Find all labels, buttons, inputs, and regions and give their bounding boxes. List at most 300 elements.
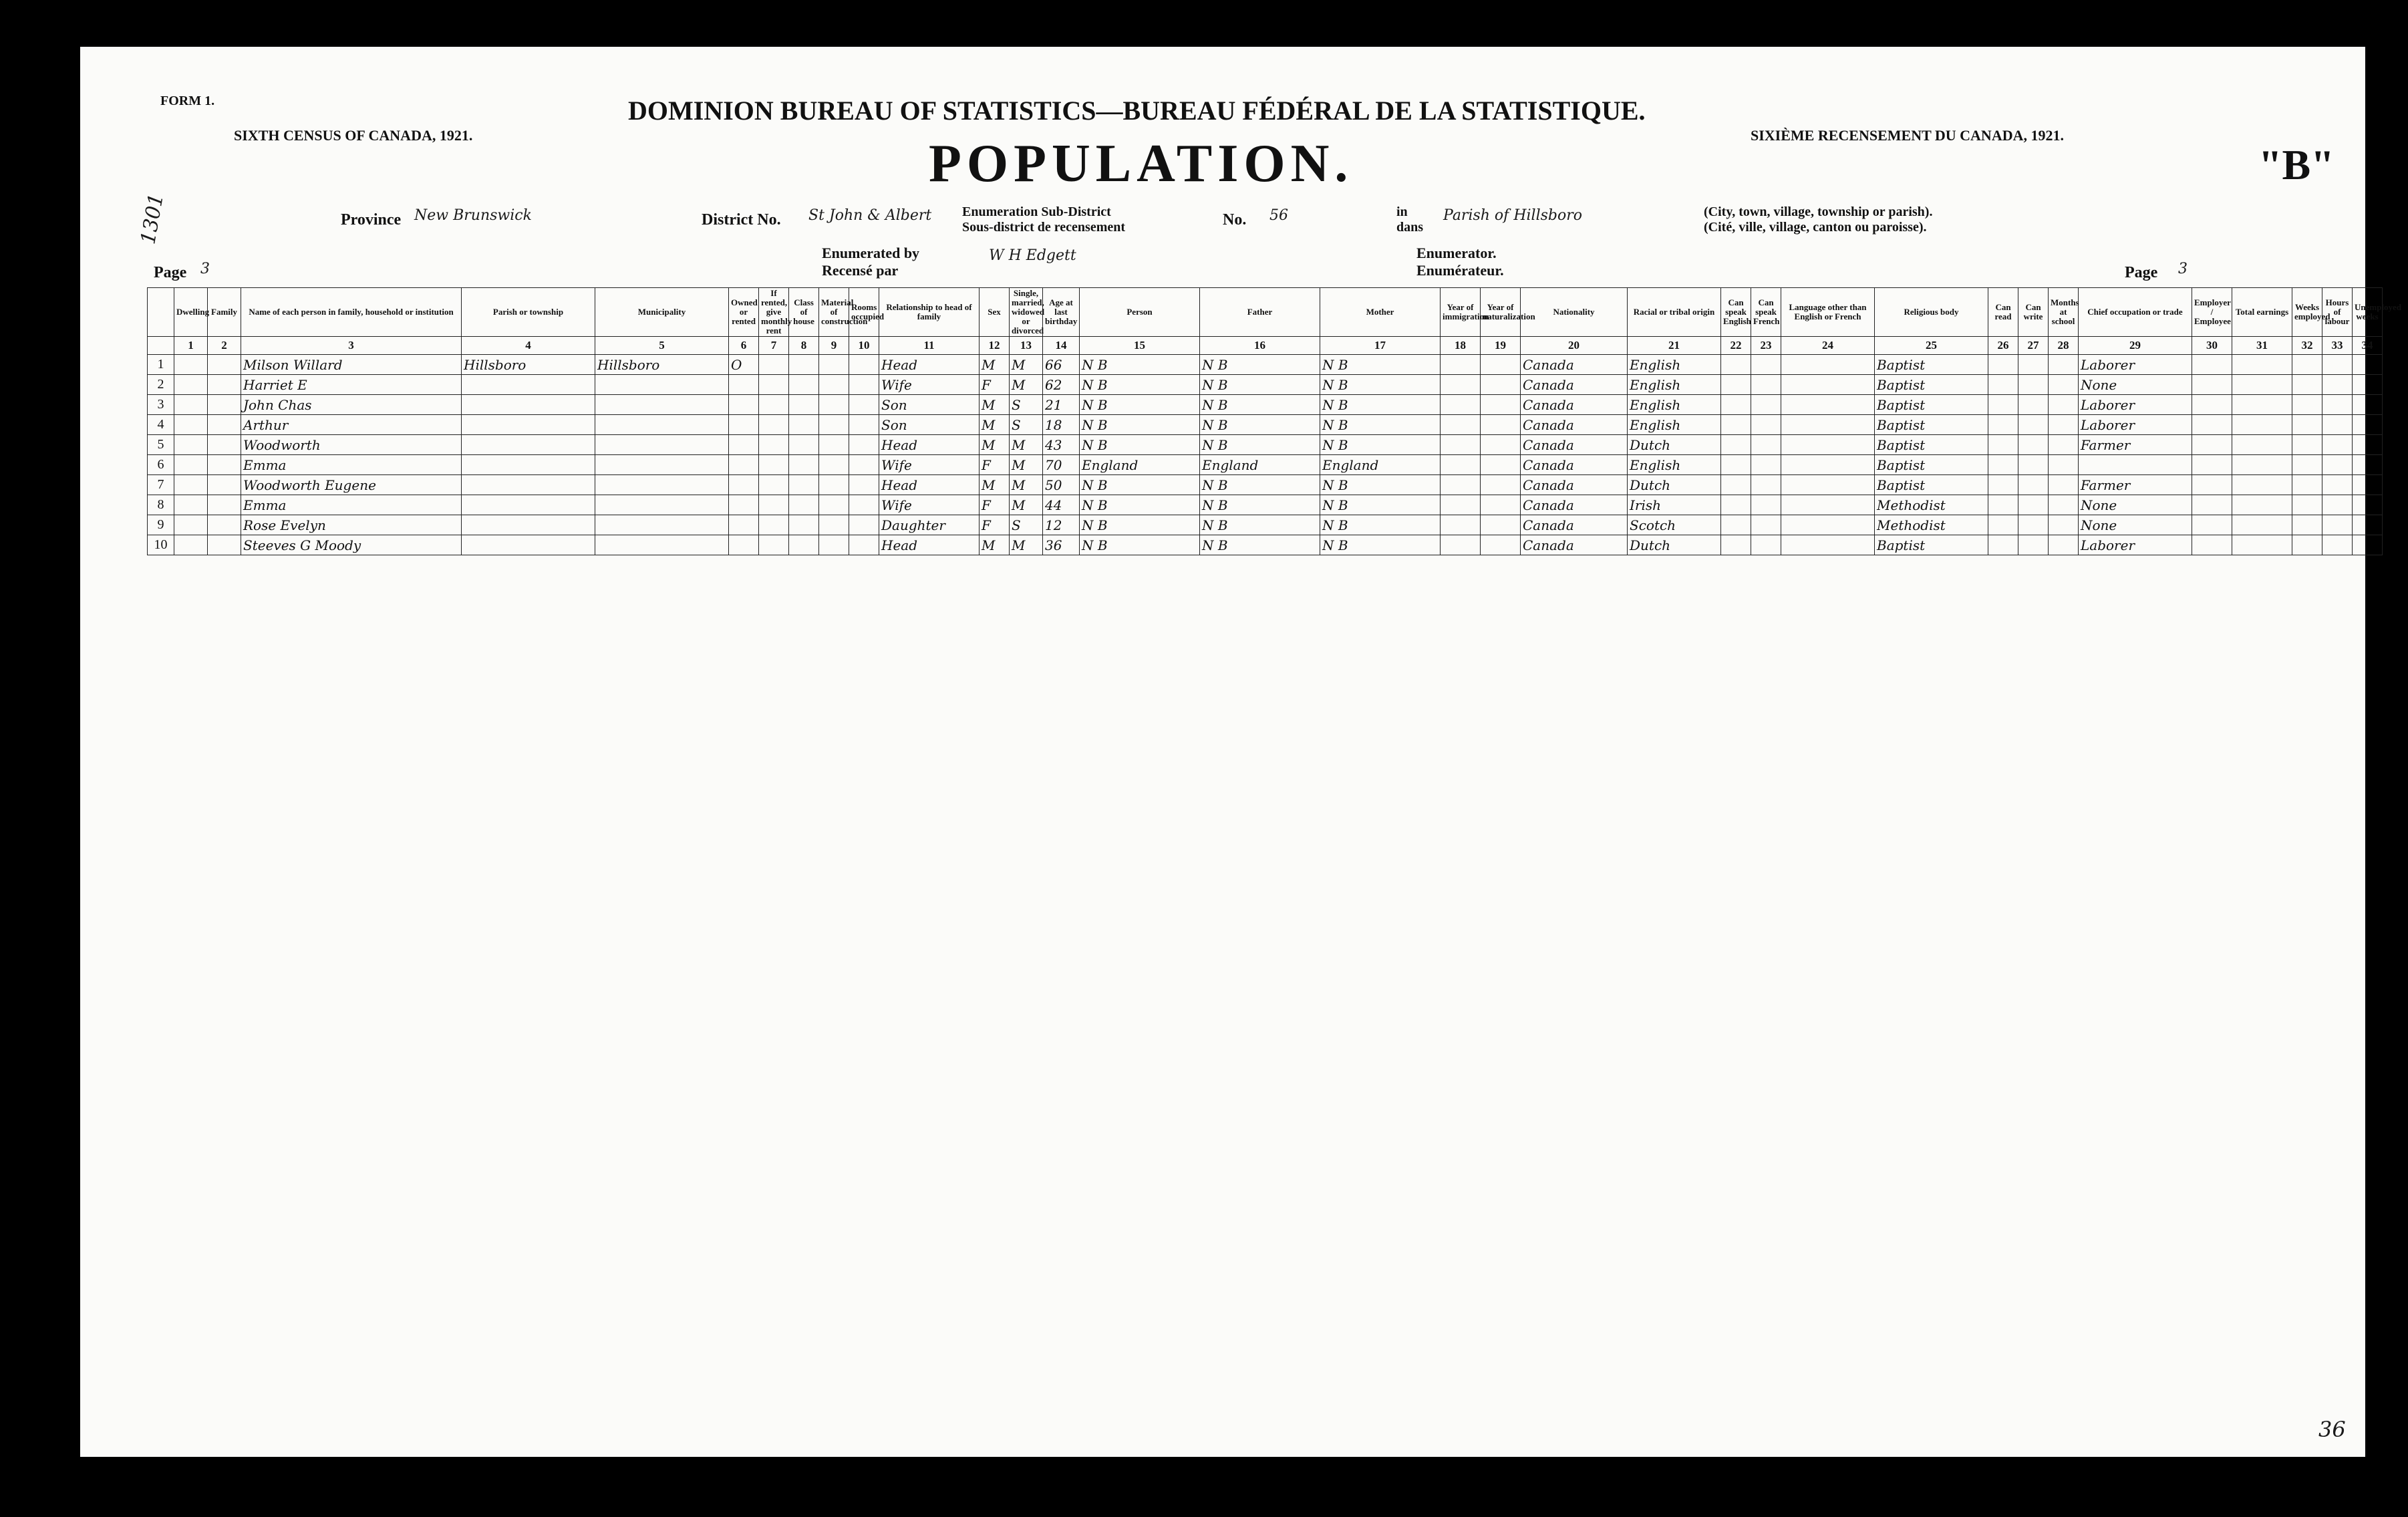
table-cell: M — [1010, 435, 1043, 455]
col-header-32: Weeks employed — [2292, 288, 2322, 337]
table-cell — [2232, 515, 2292, 535]
table-cell: F — [980, 495, 1010, 515]
table-cell — [819, 435, 849, 455]
in-value: Parish of Hillsboro — [1443, 207, 1582, 224]
table-cell — [595, 435, 729, 455]
table-cell — [1721, 375, 1751, 395]
col-header-1: Dwelling — [174, 288, 208, 337]
table-cell — [759, 355, 789, 375]
table-cell: Irish — [1628, 495, 1721, 515]
page-left-label: Page — [154, 264, 187, 281]
table-cell — [1481, 415, 1521, 435]
table-cell — [729, 375, 759, 395]
table-cell: 36 — [1043, 535, 1080, 555]
col-header-34: Unemployed weeks — [2353, 288, 2383, 337]
col-num: 16 — [1200, 337, 1320, 355]
table-cell: M — [980, 435, 1010, 455]
table-cell — [2192, 435, 2232, 455]
col-header-30: Employer / Employee — [2192, 288, 2232, 337]
page-number-label: Page — [2125, 264, 2158, 281]
line-number: 10 — [148, 535, 174, 555]
table-row — [148, 355, 2383, 375]
table-cell: 44 — [1043, 495, 1080, 515]
table-cell: Baptist — [1875, 475, 1988, 495]
col-header-19: Year of naturalization — [1481, 288, 1521, 337]
table-cell — [1751, 455, 1781, 475]
table-row — [148, 375, 2383, 395]
table-cell — [1781, 375, 1875, 395]
table-cell: N B — [1080, 375, 1200, 395]
table-cell: 12 — [1043, 515, 1080, 535]
col-header-12: Sex — [980, 288, 1010, 337]
table-cell — [595, 515, 729, 535]
col-num: 14 — [1043, 337, 1080, 355]
table-cell: M — [1010, 375, 1043, 395]
table-cell — [208, 395, 241, 415]
table-cell — [2353, 455, 2383, 475]
page-left-number: 3 — [200, 261, 210, 277]
col-header-6: Owned or rented — [729, 288, 759, 337]
margin-note: 1301 — [136, 191, 169, 247]
table-cell — [595, 475, 729, 495]
line-number: 8 — [148, 495, 174, 515]
table-cell — [819, 455, 849, 475]
table-cell — [2232, 415, 2292, 435]
table-cell — [2018, 355, 2049, 375]
table-cell — [789, 455, 819, 475]
table-cell — [208, 355, 241, 375]
table-cell: Canada — [1521, 355, 1628, 375]
table-cell — [789, 535, 819, 555]
line-number: 2 — [148, 375, 174, 395]
table-cell — [849, 455, 879, 475]
table-cell — [174, 495, 208, 515]
table-row — [148, 515, 2383, 535]
table-cell — [819, 395, 849, 415]
table-cell: Head — [879, 355, 980, 375]
table-cell: England — [1080, 455, 1200, 475]
table-cell: Head — [879, 535, 980, 555]
table-cell — [1751, 435, 1781, 455]
col-num: 17 — [1320, 337, 1441, 355]
table-cell — [2049, 395, 2079, 415]
table-cell — [595, 395, 729, 415]
col-num: 10 — [849, 337, 879, 355]
table-cell — [1988, 415, 2018, 435]
table-cell — [174, 515, 208, 535]
table-cell: N B — [1200, 535, 1320, 555]
table-cell: N B — [1200, 495, 1320, 515]
line-number: 5 — [148, 435, 174, 455]
table-cell — [2322, 415, 2353, 435]
schedule-letter: "B" — [2258, 141, 2335, 188]
table-cell: N B — [1080, 475, 1200, 495]
table-cell: Farmer — [2079, 435, 2192, 455]
table-cell — [208, 475, 241, 495]
table-row — [148, 455, 2383, 475]
col-num: 32 — [2292, 337, 2322, 355]
table-cell — [2018, 415, 2049, 435]
no-label: No. — [1223, 211, 1247, 229]
table-cell — [789, 495, 819, 515]
table-cell — [1988, 375, 2018, 395]
census-sheet — [80, 47, 2402, 1457]
table-cell — [2292, 535, 2322, 555]
col-num: 24 — [1781, 337, 1875, 355]
table-cell: N B — [1320, 495, 1441, 515]
column-headers — [148, 288, 2383, 337]
table-cell: Scotch — [1628, 515, 1721, 535]
table-cell — [2192, 475, 2232, 495]
table-cell — [1441, 395, 1481, 415]
table-cell — [2353, 495, 2383, 515]
table-cell — [462, 395, 595, 415]
table-cell — [2049, 535, 2079, 555]
table-cell — [1781, 475, 1875, 495]
table-cell — [2049, 435, 2079, 455]
table-cell — [1481, 535, 1521, 555]
table-cell — [2322, 495, 2353, 515]
col-header-15: Person — [1080, 288, 1200, 337]
table-cell — [1441, 355, 1481, 375]
col-num: 9 — [819, 337, 849, 355]
table-row — [148, 475, 2383, 495]
col-header-27: Can write — [2018, 288, 2049, 337]
col-header-29: Chief occupation or trade — [2079, 288, 2192, 337]
table-cell: N B — [1200, 395, 1320, 415]
col-header-2: Family — [208, 288, 241, 337]
col-header-11: Relationship to head of family — [879, 288, 980, 337]
table-cell — [1441, 475, 1481, 495]
col-num: 21 — [1628, 337, 1721, 355]
table-cell — [208, 455, 241, 475]
table-cell: Canada — [1521, 455, 1628, 475]
table-cell — [759, 415, 789, 435]
table-cell — [2018, 515, 2049, 535]
table-cell — [789, 435, 819, 455]
table-cell — [729, 475, 759, 495]
table-cell — [462, 515, 595, 535]
table-cell — [2292, 395, 2322, 415]
table-cell: Laborer — [2079, 535, 2192, 555]
table-cell — [759, 475, 789, 495]
table-cell — [2292, 515, 2322, 535]
table-cell: Baptist — [1875, 355, 1988, 375]
table-cell — [729, 535, 759, 555]
table-cell — [1721, 515, 1751, 535]
table-cell: Canada — [1521, 515, 1628, 535]
corner-note: 36 — [2318, 1417, 2346, 1442]
table-cell: M — [1010, 355, 1043, 375]
table-cell — [2049, 515, 2079, 535]
table-cell — [2322, 515, 2353, 535]
table-cell: M — [1010, 495, 1043, 515]
table-cell — [462, 435, 595, 455]
line-header — [148, 288, 174, 337]
left-census-title: SIXTH CENSUS OF CANADA, 1921. — [234, 127, 473, 144]
table-cell: F — [980, 515, 1010, 535]
table-cell: 66 — [1043, 355, 1080, 375]
table-cell: Baptist — [1875, 415, 1988, 435]
table-cell — [2353, 475, 2383, 495]
enumerator-name: W H Edgett — [989, 247, 1076, 264]
table-cell — [2018, 375, 2049, 395]
table-cell — [1441, 495, 1481, 515]
table-cell — [1781, 415, 1875, 435]
table-cell: Hillsboro — [595, 355, 729, 375]
table-cell — [729, 495, 759, 515]
col-header-18: Year of immigration — [1441, 288, 1481, 337]
table-cell — [2049, 355, 2079, 375]
table-cell — [2353, 375, 2383, 395]
table-cell: M — [980, 475, 1010, 495]
right-census-title: SIXIÈME RECENSEMENT DU CANADA, 1921. — [1751, 127, 2064, 144]
table-cell: Wife — [879, 375, 980, 395]
table-cell — [729, 435, 759, 455]
table-cell: Canada — [1521, 415, 1628, 435]
table-cell — [729, 455, 759, 475]
in-label: in dans — [1396, 204, 1424, 235]
table-cell — [1781, 455, 1875, 475]
col-header-9: Material of construction — [819, 288, 849, 337]
col-num: 31 — [2232, 337, 2292, 355]
col-num: 6 — [729, 337, 759, 355]
table-cell — [1988, 535, 2018, 555]
table-cell — [729, 415, 759, 435]
table-cell: S — [1010, 395, 1043, 415]
table-cell: Baptist — [1875, 455, 1988, 475]
line-number: 7 — [148, 475, 174, 495]
table-cell: Wife — [879, 455, 980, 475]
col-num: 26 — [1988, 337, 2018, 355]
table-cell — [1481, 475, 1521, 495]
col-num: 13 — [1010, 337, 1043, 355]
table-cell: O — [729, 355, 759, 375]
col-num: 28 — [2049, 337, 2079, 355]
col-num: 25 — [1875, 337, 1988, 355]
table-cell: Steeves G Moody — [241, 535, 462, 555]
table-cell — [819, 375, 849, 395]
col-num: 20 — [1521, 337, 1628, 355]
table-cell: Canada — [1521, 495, 1628, 515]
table-cell — [2322, 455, 2353, 475]
table-cell — [462, 415, 595, 435]
table-cell: N B — [1080, 415, 1200, 435]
table-cell — [849, 395, 879, 415]
table-cell: N B — [1320, 355, 1441, 375]
table-cell — [849, 475, 879, 495]
col-header-3: Name of each person in family, household or institution — [241, 288, 462, 337]
table-cell — [1781, 395, 1875, 415]
district-value: St John & Albert — [808, 207, 932, 224]
col-num: 22 — [1721, 337, 1751, 355]
table-cell: Laborer — [2079, 415, 2192, 435]
table-cell — [2232, 355, 2292, 375]
page-number: 3 — [2178, 261, 2188, 277]
table-cell: N B — [1320, 395, 1441, 415]
table-cell: Arthur — [241, 415, 462, 435]
table-cell: England — [1200, 455, 1320, 475]
table-cell — [2292, 375, 2322, 395]
table-cell: Methodist — [1875, 515, 1988, 535]
page-title: POPULATION. — [929, 134, 1354, 193]
line-number: 6 — [148, 455, 174, 475]
col-num: 18 — [1441, 337, 1481, 355]
table-cell — [1988, 355, 2018, 375]
table-cell: N B — [1080, 495, 1200, 515]
table-cell — [2049, 375, 2079, 395]
table-cell — [1441, 435, 1481, 455]
table-cell: Methodist — [1875, 495, 1988, 515]
table-cell: Canada — [1521, 375, 1628, 395]
col-header-28: Months at school — [2049, 288, 2079, 337]
table-cell — [2049, 475, 2079, 495]
table-cell: Dutch — [1628, 475, 1721, 495]
table-cell — [1721, 415, 1751, 435]
col-header-10: Rooms occupied — [849, 288, 879, 337]
table-cell — [759, 435, 789, 455]
table-cell — [2322, 435, 2353, 455]
table-cell: Dutch — [1628, 535, 1721, 555]
table-cell — [1751, 495, 1781, 515]
table-cell: Canada — [1521, 435, 1628, 455]
table-cell — [462, 495, 595, 515]
table-cell — [2018, 495, 2049, 515]
line-number: 3 — [148, 395, 174, 415]
table-cell: N B — [1080, 535, 1200, 555]
table-cell — [729, 395, 759, 415]
table-cell: 21 — [1043, 395, 1080, 415]
table-cell: Hillsboro — [462, 355, 595, 375]
table-cell: N B — [1200, 435, 1320, 455]
table-cell — [2018, 535, 2049, 555]
table-cell — [462, 375, 595, 395]
table-cell — [789, 475, 819, 495]
table-cell: Son — [879, 395, 980, 415]
table-cell — [759, 375, 789, 395]
col-header-14: Age at last birthday — [1043, 288, 1080, 337]
table-cell — [849, 415, 879, 435]
table-cell: M — [980, 355, 1010, 375]
table-cell: N B — [1200, 375, 1320, 395]
table-cell: 18 — [1043, 415, 1080, 435]
table-cell — [1751, 355, 1781, 375]
enumerator-label: Enumerator. Enumérateur. — [1416, 245, 1504, 279]
table-cell — [2232, 475, 2292, 495]
table-cell: N B — [1200, 415, 1320, 435]
col-header-24: Language other than English or French — [1781, 288, 1875, 337]
col-num: 33 — [2322, 337, 2353, 355]
col-num: 23 — [1751, 337, 1781, 355]
col-num: 11 — [879, 337, 980, 355]
table-row — [148, 435, 2383, 455]
table-cell — [2322, 475, 2353, 495]
table-cell — [2232, 395, 2292, 415]
table-cell: English — [1628, 375, 1721, 395]
table-cell: 62 — [1043, 375, 1080, 395]
table-cell — [1481, 515, 1521, 535]
col-header-7: If rented, give monthly rent — [759, 288, 789, 337]
table-cell: English — [1628, 395, 1721, 415]
table-cell — [2049, 415, 2079, 435]
table-cell: Woodworth Eugene — [241, 475, 462, 495]
col-header-20: Nationality — [1521, 288, 1628, 337]
table-cell — [819, 515, 849, 535]
table-cell: None — [2079, 495, 2192, 515]
table-cell — [208, 375, 241, 395]
table-cell — [1481, 375, 1521, 395]
col-num: 34 — [2353, 337, 2383, 355]
table-cell: N B — [1320, 435, 1441, 455]
table-cell: Wife — [879, 495, 980, 515]
table-cell — [595, 415, 729, 435]
table-row — [148, 395, 2383, 415]
table-cell — [1781, 435, 1875, 455]
table-cell — [1751, 515, 1781, 535]
table-cell — [849, 375, 879, 395]
table-cell — [208, 495, 241, 515]
table-cell: M — [980, 395, 1010, 415]
table-cell: N B — [1080, 355, 1200, 375]
table-cell: England — [1320, 455, 1441, 475]
table-cell: S — [1010, 415, 1043, 435]
table-cell: Emma — [241, 495, 462, 515]
col-header-13: Single, married, widowed or divorced — [1010, 288, 1043, 337]
table-cell: N B — [1320, 415, 1441, 435]
table-cell: Laborer — [2079, 395, 2192, 415]
table-cell — [2292, 495, 2322, 515]
table-cell — [174, 395, 208, 415]
table-cell — [759, 395, 789, 415]
table-cell — [2322, 535, 2353, 555]
table-cell: Woodworth — [241, 435, 462, 455]
table-cell: N B — [1200, 515, 1320, 535]
table-cell — [729, 515, 759, 535]
table-cell — [2018, 475, 2049, 495]
table-cell: Emma — [241, 455, 462, 475]
table-cell — [1441, 535, 1481, 555]
table-cell: S — [1010, 515, 1043, 535]
table-cell — [1721, 435, 1751, 455]
table-cell: N B — [1200, 475, 1320, 495]
place-type-note: (City, town, village, township or parish). (Cité, ville, village, canton ou paroisse). — [1704, 204, 1933, 235]
table-cell: Dutch — [1628, 435, 1721, 455]
table-cell — [1988, 435, 2018, 455]
table-cell — [1721, 395, 1751, 415]
table-cell — [2232, 375, 2292, 395]
table-cell: English — [1628, 415, 1721, 435]
line-number: 4 — [148, 415, 174, 435]
table-cell — [759, 515, 789, 535]
table-cell — [819, 355, 849, 375]
table-cell — [1988, 495, 2018, 515]
table-cell — [2353, 355, 2383, 375]
table-cell: Milson Willard — [241, 355, 462, 375]
table-cell — [2232, 535, 2292, 555]
table-cell — [174, 435, 208, 455]
table-cell — [1721, 475, 1751, 495]
table-cell — [1721, 355, 1751, 375]
table-cell — [1988, 475, 2018, 495]
table-cell — [819, 475, 849, 495]
table-cell: N B — [1320, 535, 1441, 555]
table-cell — [2192, 375, 2232, 395]
table-cell — [819, 415, 849, 435]
table-cell — [2018, 455, 2049, 475]
table-cell: None — [2079, 375, 2192, 395]
table-cell — [1988, 515, 2018, 535]
table-cell — [849, 435, 879, 455]
